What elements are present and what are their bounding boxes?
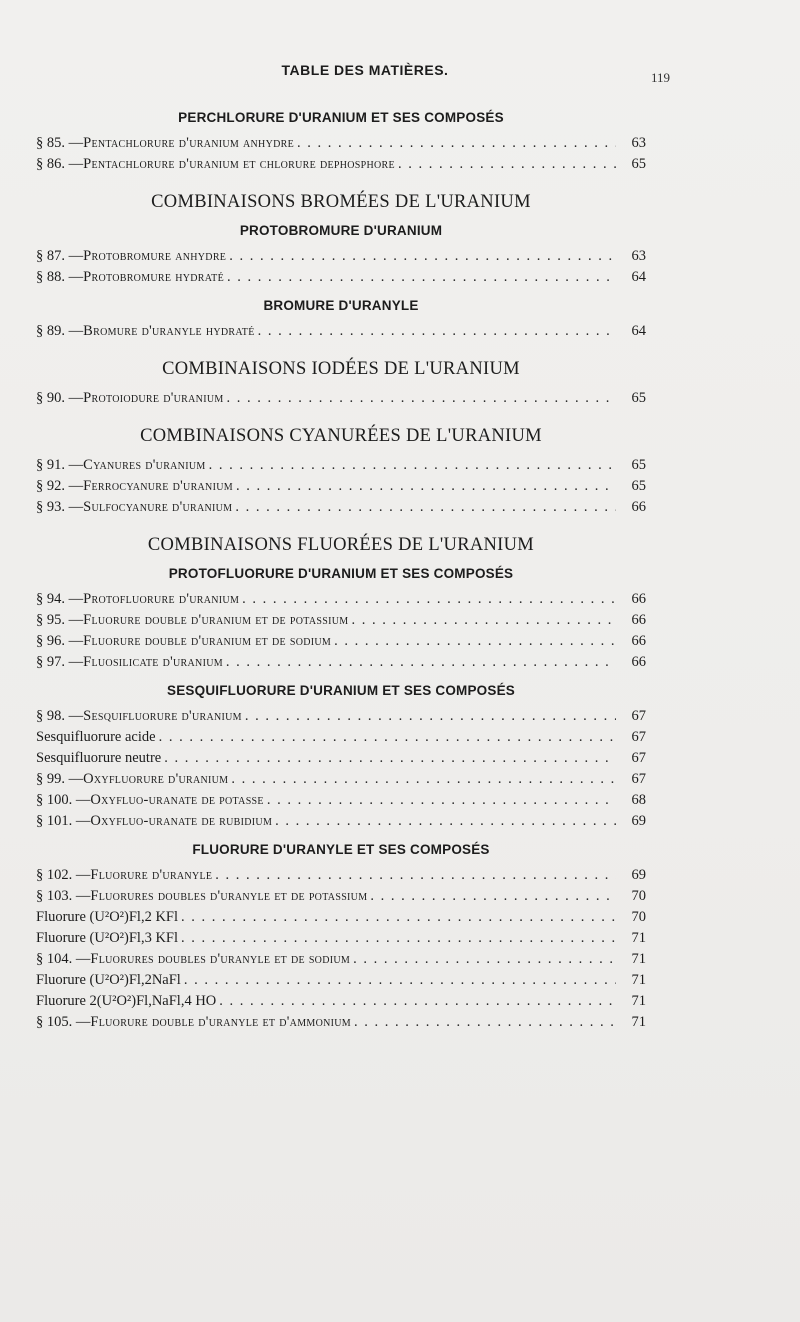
toc-section xyxy=(36,296,646,342)
entry-page-number: 71 xyxy=(631,930,646,946)
dot-leader xyxy=(209,455,616,476)
entry-page-number: 71 xyxy=(631,951,646,967)
dot-leader xyxy=(353,949,616,970)
toc-section xyxy=(36,840,646,1033)
section-number: § 104. — xyxy=(36,951,91,967)
entry-title: Pentachlorure d'uranium et chlorure dephosphore xyxy=(83,156,395,172)
toc-section xyxy=(36,681,646,832)
toc-section xyxy=(36,189,646,288)
toc-entry xyxy=(36,388,646,409)
toc-entry xyxy=(36,154,646,175)
entry-page-number: 63 xyxy=(631,135,646,151)
entry-title: Protofluorure d'uranium xyxy=(83,591,240,607)
dot-leader xyxy=(235,497,616,518)
toc-entry xyxy=(36,476,646,497)
entry-title: Fluorure (U²O²)Fl,3 KFl xyxy=(36,930,179,946)
dot-leader xyxy=(370,886,616,907)
entry-title: Protobromure hydraté xyxy=(83,269,224,285)
entry-title: Bromure d'uranyle hydraté xyxy=(83,323,255,339)
section-heading: BROMURE D'URANYLE xyxy=(263,298,419,313)
toc-entry xyxy=(36,790,646,811)
running-header xyxy=(0,62,800,85)
section-number: § 98. — xyxy=(36,708,84,724)
entry-title: Fluorure double d'uranium et de potassium xyxy=(83,612,349,628)
toc-entry xyxy=(36,949,646,970)
entry-title: Fluorures doubles d'uranyle et de sodium xyxy=(90,951,351,967)
entry-page-number: 71 xyxy=(631,972,646,988)
section-heading: PERCHLORURE D'URANIUM ET SES COMPOSÉS xyxy=(178,110,504,125)
toc-entry xyxy=(36,970,646,991)
chapter-heading: COMBINAISONS BROMÉES DE L'URANIUM xyxy=(151,192,531,212)
dot-leader xyxy=(226,652,616,673)
entry-page-number: 65 xyxy=(631,457,646,473)
toc-entry xyxy=(36,865,646,886)
section-number: § 94. — xyxy=(36,591,84,607)
running-title: TABLE DES MATIÈRES. xyxy=(281,62,449,78)
dot-leader xyxy=(242,589,616,610)
toc-entry xyxy=(36,133,646,154)
toc-entry xyxy=(36,652,646,673)
entry-page-number: 71 xyxy=(631,1014,646,1030)
section-number: § 95. — xyxy=(36,612,84,628)
entry-title: Protoiodure d'uranium xyxy=(83,390,224,406)
dot-leader xyxy=(229,246,616,267)
entry-page-number: 66 xyxy=(631,591,646,607)
toc-entry xyxy=(36,706,646,727)
entry-title: Pentachlorure d'uranium anhydre xyxy=(83,135,294,151)
section-number: § 86. — xyxy=(36,156,84,172)
entry-title: Protobromure anhydre xyxy=(83,248,227,264)
dot-leader xyxy=(351,610,616,631)
chapter-heading: COMBINAISONS IODÉES DE L'URANIUM xyxy=(162,359,520,379)
dot-leader xyxy=(258,321,616,342)
toc-entry xyxy=(36,497,646,518)
entry-page-number: 65 xyxy=(631,390,646,406)
dot-leader xyxy=(227,267,616,288)
toc-entry xyxy=(36,1012,646,1033)
entry-page-number: 64 xyxy=(631,323,646,339)
section-number: § 101. — xyxy=(36,813,91,829)
toc-entry xyxy=(36,589,646,610)
toc-entry xyxy=(36,246,646,267)
entry-title: Fluorure d'uranyle xyxy=(90,867,213,883)
section-heading: SESQUIFLUORURE D'URANIUM ET SES COMPOSÉS xyxy=(167,683,515,698)
toc-section xyxy=(36,356,646,409)
dot-leader xyxy=(245,706,616,727)
section-number: § 93. — xyxy=(36,499,84,515)
dot-leader xyxy=(181,907,616,928)
entry-page-number: 70 xyxy=(631,888,646,904)
entry-page-number: 70 xyxy=(631,909,646,925)
section-number: § 103. — xyxy=(36,888,91,904)
entry-title: Oxyfluo-uranate de potasse xyxy=(90,792,264,808)
entry-page-number: 67 xyxy=(631,771,646,787)
toc-section xyxy=(36,108,646,175)
entry-title: Oxyfluo-uranate de rubidium xyxy=(90,813,273,829)
entry-page-number: 65 xyxy=(631,156,646,172)
section-number: § 85. — xyxy=(36,135,84,151)
section-number: § 100. — xyxy=(36,792,91,808)
section-number: § 96. — xyxy=(36,633,84,649)
entry-title: Fluorures doubles d'uranyle et de potassium xyxy=(90,888,368,904)
toc-entry xyxy=(36,928,646,949)
entry-page-number: 67 xyxy=(631,729,646,745)
dot-leader xyxy=(231,769,616,790)
entry-title: Fluorure double d'uranium et de sodium xyxy=(83,633,332,649)
dot-leader xyxy=(236,476,616,497)
entry-page-number: 66 xyxy=(631,499,646,515)
section-number: § 97. — xyxy=(36,654,84,670)
toc-entry xyxy=(36,610,646,631)
entry-page-number: 68 xyxy=(631,792,646,808)
dot-leader xyxy=(267,790,616,811)
entry-title: Ferrocyanure d'uranium xyxy=(83,478,233,494)
toc-entry xyxy=(36,321,646,342)
entry-page-number: 67 xyxy=(631,750,646,766)
section-number: § 99. — xyxy=(36,771,84,787)
section-number: § 92. — xyxy=(36,478,84,494)
entry-page-number: 65 xyxy=(631,478,646,494)
section-number: § 89. — xyxy=(36,323,84,339)
entry-page-number: 69 xyxy=(631,813,646,829)
dot-leader xyxy=(398,154,616,175)
entry-page-number: 71 xyxy=(631,993,646,1009)
entry-title: Cyanures d'uranium xyxy=(83,457,206,473)
toc-entry xyxy=(36,991,646,1012)
dot-leader xyxy=(297,133,616,154)
toc-entry xyxy=(36,811,646,832)
entry-title: Fluorure 2(U²O²)Fl,NaFl,4 HO xyxy=(36,993,217,1009)
dot-leader xyxy=(354,1012,616,1033)
toc-section xyxy=(36,423,646,518)
entry-title: Fluorure double d'uranyle et d'ammonium xyxy=(90,1014,351,1030)
table-of-contents xyxy=(36,108,646,1033)
entry-title: Sulfocyanure d'uranium xyxy=(83,499,233,515)
entry-page-number: 67 xyxy=(631,708,646,724)
dot-leader xyxy=(275,811,616,832)
toc-entry xyxy=(36,907,646,928)
entry-page-number: 64 xyxy=(631,269,646,285)
section-number: § 91. — xyxy=(36,457,84,473)
dot-leader xyxy=(215,865,616,886)
dot-leader xyxy=(184,970,616,991)
toc-entry xyxy=(36,769,646,790)
dot-leader xyxy=(181,928,616,949)
page-number: 119 xyxy=(651,70,671,85)
entry-title: Fluorure (U²O²)Fl,2 KFl xyxy=(36,909,179,925)
section-number: § 90. — xyxy=(36,390,84,406)
entry-title: Sesquifluorure acide xyxy=(36,729,156,745)
entry-title: Fluorure (U²O²)Fl,2NaFl xyxy=(36,972,181,988)
toc-entry xyxy=(36,455,646,476)
section-heading: FLUORURE D'URANYLE ET SES COMPOSÉS xyxy=(192,842,490,857)
entry-title: Sesquifluorure d'uranium xyxy=(83,708,242,724)
entry-title: Oxyfluorure d'uranium xyxy=(83,771,229,787)
section-number: § 105. — xyxy=(36,1014,91,1030)
dot-leader xyxy=(227,388,616,409)
toc-entry xyxy=(36,727,646,748)
dot-leader xyxy=(159,727,616,748)
entry-title: Sesquifluorure neutre xyxy=(36,750,162,766)
chapter-heading: COMBINAISONS CYANURÉES DE L'URANIUM xyxy=(140,426,542,446)
section-heading: PROTOBROMURE D'URANIUM xyxy=(239,223,443,238)
toc-section xyxy=(36,532,646,673)
dot-leader xyxy=(219,991,616,1012)
section-number: § 88. — xyxy=(36,269,84,285)
toc-entry xyxy=(36,886,646,907)
entry-page-number: 69 xyxy=(631,867,646,883)
chapter-heading: COMBINAISONS FLUORÉES DE L'URANIUM xyxy=(147,535,535,555)
section-heading: PROTOFLUORURE D'URANIUM ET SES COMPOSÉS xyxy=(168,566,514,581)
section-number: § 102. — xyxy=(36,867,91,883)
entry-title: Fluosilicate d'uranium xyxy=(83,654,223,670)
toc-entry xyxy=(36,631,646,652)
section-number: § 87. — xyxy=(36,248,84,264)
dot-leader xyxy=(164,748,616,769)
entry-page-number: 66 xyxy=(631,612,646,628)
entry-page-number: 66 xyxy=(631,654,646,670)
toc-entry xyxy=(36,267,646,288)
toc-entry xyxy=(36,748,646,769)
entry-page-number: 66 xyxy=(631,633,646,649)
dot-leader xyxy=(334,631,616,652)
entry-page-number: 63 xyxy=(631,248,646,264)
